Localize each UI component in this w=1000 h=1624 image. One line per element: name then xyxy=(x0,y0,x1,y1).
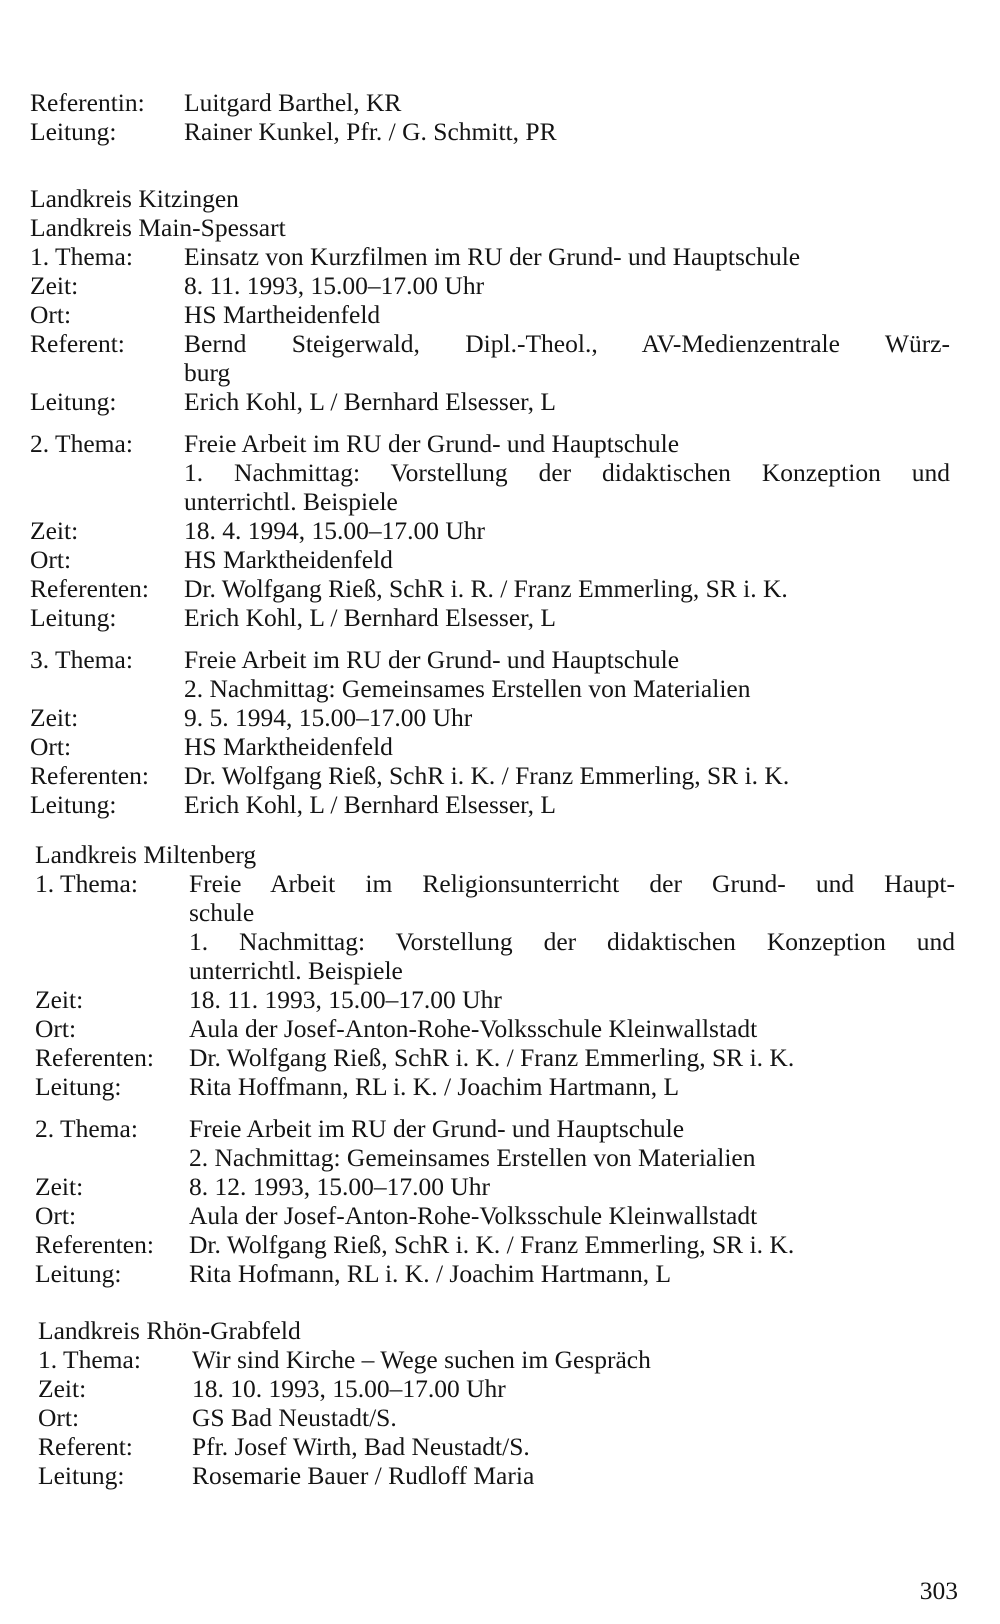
entry-line xyxy=(30,703,950,732)
section-heading: Landkreis Main-Spessart xyxy=(30,213,286,242)
section-rhoen-grabfeld xyxy=(38,1316,958,1490)
entry-label: 2. Thema: xyxy=(35,1114,138,1143)
entry-label: Ort: xyxy=(30,732,72,761)
topic-block xyxy=(30,242,950,416)
entry-label: Leitung: xyxy=(30,790,117,819)
entry-line xyxy=(30,732,950,761)
entry-label: Zeit: xyxy=(30,703,79,732)
entry-value: Pfr. Josef Wirth, Bad Neustadt/S. xyxy=(192,1432,530,1461)
entry-value: 9. 5. 1994, 15.00–17.00 Uhr xyxy=(184,703,473,732)
entry-value: 18. 4. 1994, 15.00–17.00 Uhr xyxy=(184,516,486,545)
entry-line xyxy=(30,790,950,819)
entry-label: 2. Thema: xyxy=(30,429,133,458)
entry-value: 8. 11. 1993, 15.00–17.00 Uhr xyxy=(184,271,485,300)
entry-value: HS Marktheidenfeld xyxy=(184,732,393,761)
topic-block xyxy=(30,645,950,819)
entry-label: Referenten: xyxy=(30,761,149,790)
entry-label: 1. Thema: xyxy=(38,1345,141,1374)
entry-line xyxy=(35,1043,955,1072)
entry-line xyxy=(30,761,950,790)
entry-value: Dr. Wolfgang Rieß, SchR i. R. / Franz Emmerling, SR i. K. xyxy=(184,574,788,603)
entry-label: Leitung: xyxy=(30,117,117,146)
entry-value: Freie Arbeit im RU der Grund- und Hauptschule xyxy=(184,645,680,674)
entry-line xyxy=(30,88,950,117)
entry-value: Rita Hofmann, RL i. K. / Joachim Hartmann, L xyxy=(189,1259,672,1288)
entry-label: Zeit: xyxy=(35,1172,84,1201)
entry-label: 1. Thema: xyxy=(30,242,133,271)
entry-value: burg xyxy=(184,358,231,387)
entry-line xyxy=(30,574,950,603)
entry-value: 2. Nachmittag: Gemeinsames Erstellen von Materialien xyxy=(189,1143,756,1172)
entry-value: Aula der Josef-Anton-Rohe-Volksschule Kleinwallstadt xyxy=(189,1201,758,1230)
entry-value: Wir sind Kirche – Wege suchen im Gespräch xyxy=(192,1345,651,1374)
entry-label: Leitung: xyxy=(30,387,117,416)
entry-label xyxy=(35,956,189,985)
entry-label: Referentin: xyxy=(30,88,145,117)
entry-value: Luitgard Barthel, KR xyxy=(184,88,402,117)
entry-line xyxy=(30,645,950,674)
entry-line xyxy=(35,1172,955,1201)
entry-value: schule xyxy=(189,898,255,927)
entry-value: 1. Nachmittag: Vorstellung der didaktischen Konzeption und xyxy=(189,927,955,956)
entry-line xyxy=(30,487,950,516)
entry-value: Einsatz von Kurzfilmen im RU der Grund- und Hauptschule xyxy=(184,242,801,271)
entry-label: Referent: xyxy=(38,1432,133,1461)
entry-line xyxy=(35,1014,955,1043)
entry-line xyxy=(35,956,955,985)
page-number: 303 xyxy=(919,1576,958,1605)
entry-label: Leitung: xyxy=(38,1461,125,1490)
entry-value: Erich Kohl, L / Bernhard Elsesser, L xyxy=(184,387,556,416)
entry-value: Aula der Josef-Anton-Rohe-Volksschule Kleinwallstadt xyxy=(189,1014,758,1043)
entry-line xyxy=(35,1072,955,1101)
entry-line xyxy=(35,869,955,898)
entry-label xyxy=(30,674,184,703)
entry-value: 2. Nachmittag: Gemeinsames Erstellen von Materialien xyxy=(184,674,751,703)
entry-value: Rita Hoffmann, RL i. K. / Joachim Hartmann, L xyxy=(189,1072,680,1101)
entry-line xyxy=(38,1461,958,1490)
entry-line xyxy=(35,1143,955,1172)
entry-value: Freie Arbeit im RU der Grund- und Hauptschule xyxy=(189,1114,685,1143)
entry-label: 1. Thema: xyxy=(35,869,138,898)
entry-label: 3. Thema: xyxy=(30,645,133,674)
entry-line xyxy=(38,1403,958,1432)
entry-line xyxy=(30,674,950,703)
entry-value: Bernd Steigerwald, Dipl.-Theol., AV-Medienzentrale Würz- xyxy=(184,329,950,358)
entry-value: 18. 10. 1993, 15.00–17.00 Uhr xyxy=(192,1374,506,1403)
entry-label: Zeit: xyxy=(38,1374,87,1403)
entry-value: Dr. Wolfgang Rieß, SchR i. K. / Franz Emmerling, SR i. K. xyxy=(189,1230,795,1259)
entry-label: Referenten: xyxy=(35,1043,154,1072)
entry-label: Ort: xyxy=(30,300,72,329)
entry-line xyxy=(38,1374,958,1403)
entry-line xyxy=(30,429,950,458)
entry-label xyxy=(30,458,184,487)
topic-block xyxy=(35,1114,955,1288)
entry-label xyxy=(35,898,189,927)
entry-line xyxy=(38,1432,958,1461)
entry-label: Leitung: xyxy=(30,603,117,632)
entry-value: unterrichtl. Beispiele xyxy=(189,956,403,985)
entry-value: HS Martheidenfeld xyxy=(184,300,381,329)
entry-line xyxy=(30,242,950,271)
entry-line xyxy=(30,458,950,487)
top-block xyxy=(30,88,950,146)
entry-line xyxy=(30,300,950,329)
entry-label: Referenten: xyxy=(30,574,149,603)
entry-value: Dr. Wolfgang Rieß, SchR i. K. / Franz Emmerling, SR i. K. xyxy=(184,761,790,790)
entry-line xyxy=(30,117,950,146)
section-heading: Landkreis Miltenberg xyxy=(35,840,257,869)
entry-line xyxy=(38,1345,958,1374)
entry-line xyxy=(30,516,950,545)
entry-value: Rainer Kunkel, Pfr. / G. Schmitt, PR xyxy=(184,117,557,146)
entry-value: unterrichtl. Beispiele xyxy=(184,487,398,516)
section-miltenberg xyxy=(35,840,955,1288)
entry-label: Referenten: xyxy=(35,1230,154,1259)
entry-label xyxy=(35,1143,189,1172)
entry-line xyxy=(30,387,950,416)
entry-label: Zeit: xyxy=(30,271,79,300)
entry-line xyxy=(30,271,950,300)
entry-value: Rosemarie Bauer / Rudloff Maria xyxy=(192,1461,535,1490)
entry-line xyxy=(35,1259,955,1288)
entry-line xyxy=(35,898,955,927)
entry-label: Zeit: xyxy=(35,985,84,1014)
section-kitzingen xyxy=(30,184,950,819)
entry-label: Leitung: xyxy=(35,1072,122,1101)
section-heading: Landkreis Kitzingen xyxy=(30,184,239,213)
entry-value: 8. 12. 1993, 15.00–17.00 Uhr xyxy=(189,1172,491,1201)
entry-line xyxy=(35,1114,955,1143)
entry-value: Erich Kohl, L / Bernhard Elsesser, L xyxy=(184,790,556,819)
entry-value: Freie Arbeit im RU der Grund- und Hauptschule xyxy=(184,429,680,458)
entry-label: Referent: xyxy=(30,329,125,358)
entry-line xyxy=(35,1201,955,1230)
section-heading: Landkreis Rhön-Grabfeld xyxy=(38,1316,301,1345)
entry-value: HS Marktheidenfeld xyxy=(184,545,393,574)
topic-block xyxy=(38,1345,958,1490)
entry-value: Erich Kohl, L / Bernhard Elsesser, L xyxy=(184,603,556,632)
entry-label: Ort: xyxy=(35,1014,77,1043)
entry-value: GS Bad Neustadt/S. xyxy=(192,1403,397,1432)
entry-line xyxy=(35,985,955,1014)
entry-label xyxy=(30,358,184,387)
entry-label xyxy=(30,487,184,516)
entry-label: Ort: xyxy=(30,545,72,574)
topic-block xyxy=(30,429,950,632)
entry-line xyxy=(30,603,950,632)
entry-value: Dr. Wolfgang Rieß, SchR i. K. / Franz Emmerling, SR i. K. xyxy=(189,1043,795,1072)
entry-value: Freie Arbeit im Religionsunterricht der Grund- und Haupt- xyxy=(189,869,955,898)
entry-line xyxy=(30,545,950,574)
entry-label: Leitung: xyxy=(35,1259,122,1288)
entry-label: Zeit: xyxy=(30,516,79,545)
entry-line xyxy=(35,1230,955,1259)
entry-line xyxy=(30,329,950,358)
entry-value: 1. Nachmittag: Vorstellung der didaktischen Konzeption und xyxy=(184,458,950,487)
entry-label: Ort: xyxy=(38,1403,80,1432)
topic-block xyxy=(35,869,955,1101)
entry-line xyxy=(35,927,955,956)
entry-value: 18. 11. 1993, 15.00–17.00 Uhr xyxy=(189,985,502,1014)
entry-label xyxy=(35,927,189,956)
entry-line xyxy=(30,358,950,387)
entry-label: Ort: xyxy=(35,1201,77,1230)
